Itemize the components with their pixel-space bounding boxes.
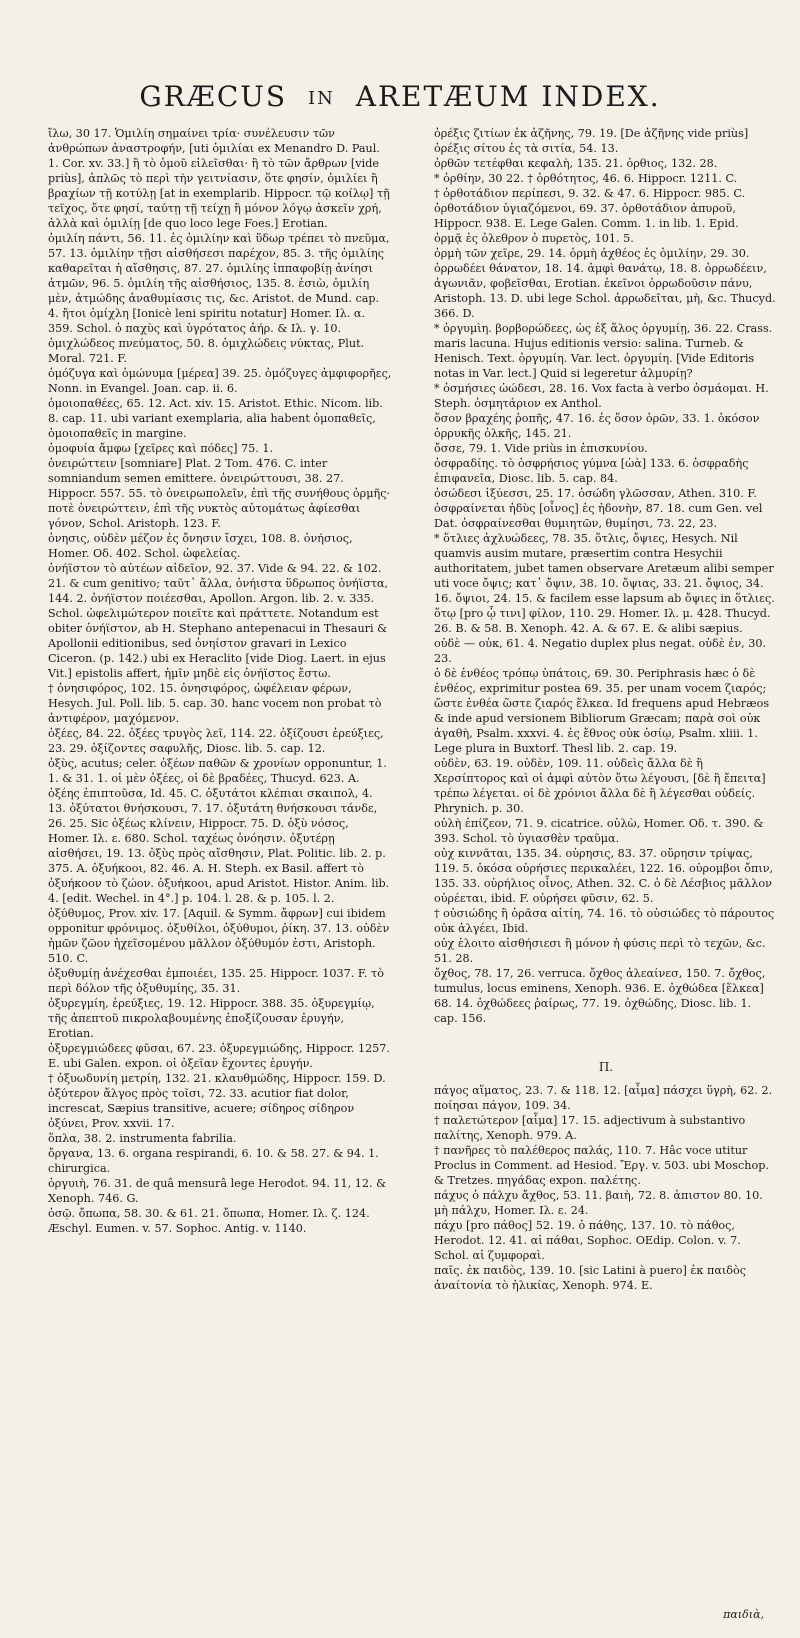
page-title <box>0 80 800 113</box>
index-entry: οὐδὲν, 63. 19. οὐδὲν, 109. 11. οὐδεὶς ἄλλα δὲ ἢ Χερσίπτορος καὶ οἱ ἀμφὶ αὐτὸν ὅτω λέγουσι, [δὲ ἢ ἔπειτα] τρέπω λέγεται. οἱ δὲ χρόνιοι ἄλλα δὲ ἢ λέγεσθαι οὐδείς. Phrynich. p. 30. <box>434 757 766 815</box>
index-entry: οὐχ κιννᾶται, 135. 34. οὐρησις, 83. 37. οὔρησιν τρίψας, 119. 5. ὁκόσα οὐρήσιες περικαλέει, 122. 16. οὐρομβοι ὄπιν, 135. 33. οὐρήλιος οἶνος, Athen. 32. C. ὁ δὲ Λέσβιος μᾶλλον οὐρέεται, ibid. F. οὐρήσει φῦσιν, 62. 5. <box>434 847 774 905</box>
index-entry: † ὀξυωδυνίη μετρίη, 132. 21. κλαυθμώδης, Hippocr. 159. D. <box>48 1072 386 1085</box>
index-entry: * ὀρθίην, 30 22. † ὀρθότητος, 46. 6. Hippocr. 1211. C. <box>434 172 738 185</box>
index-entry: ὀρέξις ζιτίων ἐκ ἀζῆνης, 79. 19. [De ἀζῆνης vide priùs] ὀρέξις σίτου ἐς τὰ σιτία, 54. 13. <box>434 127 749 155</box>
index-entry: ὀσφραίνεται ἡδὺς [οἶνος] ἐς ἡδονὴν, 87. 18. cum Gen. vel Dat. ὀσφραίνεσθαι θυμιητῶν, θυμίησι, 73. 22, 23. <box>434 502 763 530</box>
index-entry: ὀξὺς, acutus; celer. ὀξέων παθῶν & χρονίων opponuntur, 1. 1. & 31. 1. οἱ μὲν ὀξέες, οἱ δὲ βραδέες, Thucyd. 623. A. ὀξέης ἐπιπτοῦσα, Id. 45. C. ὀξυτάτοι κλέπιαι σκαιπολ, 4. 13. ὀξύτατοι θνήσκουσι, 7. 17. ὀξυτάτη θνήσκουσι τάνδε, 26. 25. Sic ὀξέως κλίνειν, Hippocr. 75. D. ὀξὺ νόσος, Homer. Ιλ. ε. 680. Schol. ταχέως ὀνόησιν. ὀξυτέρῃ αἰσθήσει, 19. 13. ὀξὺς πρὸς αἴσθησιν, Plat. Politic. lib. 2. p. 375. A. ὀξυήκοοι, 82. 46. A. H. Steph. ex Basil. affert τὸ ὀξυήκοον τὸ ζώον. ὀξυήκοοι, apud Aristot. Histor. Anim. lib. 4. [edit. Wechel. in 4°.] p. 104. l. 28. & p. 105. l. 2. <box>48 757 390 905</box>
index-entry: ὅτῳ [pro ᾧ τινι] φίλον, 110. 29. Homer. Ιλ. μ. 428. Thucyd. 26. B. & 58. B. Xenoph. 42. A. & 67. E. & alibi sæpius. <box>434 607 771 635</box>
title-part-1: GRÆCUS <box>139 80 288 113</box>
index-entry: ὁμοιοπαθέες, 65. 12. Act. xiv. 15. Aristot. Ethic. Nicom. lib. 8. cap. 11. ubi variant exemplaria, alia habent ὁμοπαθεῖς, ὁμοιοπαθεῖς in margine. <box>48 397 383 440</box>
index-entry: ὀξύτερον ἄλγος πρὸς τοῖσι, 72. 33. acutior fiat dolor, increscat, Sæpius transitive, acuere; σίδηρος σίδηρον ὀξύνει, Prov. xxvii. 17. <box>48 1087 355 1130</box>
index-entry: ὀσφραδίης. τὸ ὀσφρήσιος γύμνα [ὠὰ] 133. 6. ὀσφραδὴς ἐπιφανεῖα, Diosc. lib. 5. cap. 84. <box>434 457 749 485</box>
index-entry: ἴλω, 30 17. Ὁμιλίη σημαίνει τρία· συνέλευσιν τῶν ἀνθρώπων ἀναστροφήν, [uti ὁμιλίαι ex Menandro D. Paul. 1. Cor. xv. 33.] ἢ τὸ ὁμοῦ εἰλεῖσθαι· ἢ τὸ τῶν ἄρθρων [vide priùs], ἁπλῶς τὸ περὶ τὴν γειτνίασιν, ὅτε φησίν, ὁμιλίει ἢ βραχίων τῇ κοτύλῃ [at in exemplarib. Hippocr. τῷ κοίλῳ] τῇ τεῖχος, ὅτε φησί, ταύτῃ τῇ τείχῃ ἢ μόνον λόγῳ ἀσκεῖν χρή, ἀλλὰ καὶ ὁμιλίῃ [de quo loco lege Foes.] Erotian. <box>48 127 390 230</box>
index-entry: † οὐσιώδης ἢ ὁρᾶσα αἰτίη, 74. 16. τὸ οὐσιώδες τὸ πάρουτος οὐκ ἀλγέει, Ibid. <box>434 907 775 935</box>
index-entry: ὁμιλίη πάντι, 56. 11. ἐς ὁμιλίην καὶ ὕδωρ τρέπει τὸ πνεῦμα, 57. 13. ὁμιλίην τῇσι αἰσθήσεσι παρέχον, 85. 3. τῆς ὁμιλίης καθαρεῖται ἡ αἴσθησις, 87. 27. ὁμιλίης ἱππαφοβίῃ ἀνίησι ἀτμῶν, 96. 5. ὁμιλίη τῆς αἰσθήσιος, 135. 8. ἐσιὼ, ὁμιλίη μὲν, ἀτμώδης ἀναθυμίασις τις, &c. Aristot. de Mund. cap. 4. ἤτοι ὁμίχλη [Ionicè leni spiritu notatur] Homer. Ιλ. α. 359. Schol. ὁ παχὺς καὶ ὑγρότατος ἀήρ. & Ιλ. γ. 10. <box>48 232 390 335</box>
index-entry: ὀνησις, οὐδὲν μέζον ἐς ὄνησιν ἴσχει, 108. 8. ὀνήσιος, Homer. Οδ. 402. Schol. ὠφελείας. <box>48 532 353 560</box>
index-entry: ὀξυρεγμιώδεες φῦσαι, 67. 23. ὀξυρεγμιώδης, Hippocr. 1257. E. ubi Galen. expon. οἱ ὀξεῖαν ἔχοντες ἐρυγήν. <box>48 1042 390 1070</box>
index-entry: ὅπλα, 38. 2. instrumenta fabrilia. <box>48 1132 237 1145</box>
index-entry: οὐδὲ — οὐκ, 61. 4. Negatio duplex plus negat. οὐδὲ ἐν, 30. 23. <box>434 637 767 665</box>
index-entry: ὀρμὴ τῶν χεῖρε, 29. 14. ὀρμὴ ἀχθέος ἐς ὁμιλίην, 29. 30. <box>434 247 750 260</box>
index-entry: ὀξυρεγμίη, ἐρεύξιες, 19. 12. Hippocr. 388. 35. ὀξυρεγμίῳ, τῆς ἀπεπτοῦ πικρολαβουμένης ἐποξίζουσαν ἐρυγήν, Erotian. <box>48 997 375 1040</box>
index-entry: ὀξυθυμίῃ ἀνέχεσθαι ἐμποιέει, 135. 25. Hippocr. 1037. F. τὸ περὶ δόλον τῆς ὀξυθυμίης, 35. 31. <box>48 967 384 995</box>
index-entry: * ὅτλιες ἀχλυώδεες, 78. 35. ὅτλις, ὄψιες, Hesych. Nil quamvis ausim mutare, præsertim contra Hesychii authoritatem, jubet tamen observare Aretæum alibi semper uti voce ὄψις; κατ᾽ ὄψιν, 38. 10. ὄψιας, 33. 21. ὄψιος, 34. 16. ὄψιοι, 24. 15. & facilem esse lapsum ab ὄψιες in ὅτλιες. <box>434 532 775 605</box>
catchword: παιδιὰ, <box>723 1608 764 1621</box>
index-entry: * ὀργυμὶη. βορβορώδεες, ὡς ἐξ ἅλος ὀργυμίῃ, 36. 22. Crass. maris lacuna. Hujus editionis versio: salina. Turneb. & Henisch. Text. ὀργυμίη. Var. lect. ὀργυμίη. [Vide Editoris notas in Var. lect.] Quid si legeretur ἀλμυρίῃ? <box>434 322 773 380</box>
index-entry: ὀνειρώττειν [somniare] Plat. 2 Tom. 476. C. inter somniandum semen emittere. ὀνειρώττουσι, 38. 27. Hippocr. 557. 55. τὸ ὀνειρωπολεῖν, ἐπὶ τῆς συνήθους ὀρμῆς· ποτὲ ὀνειρώττειν, ἐπὶ τῆς νυκτὸς αὐτομάτως ἀφίεσθαι γόνον, Schol. Aristoph. 123. F. <box>48 457 391 530</box>
index-entry: ὁμιχλώδεος πνεύματος, 50. 8. ὁμιχλώδεις νύκτας, Plut. Moral. 721. F. <box>48 337 365 365</box>
index-entry: † ὀνησιφόρος, 102. 15. ὀνησιφόρος, ὠφέλειαν φέρων, Hesych. Jul. Poll. lib. 5. cap. 30. hanc vocem non probat τὸ ἀντιφέρον, μαχόμενον. <box>48 682 382 725</box>
index-entry: ὀσῷ. ὄπωπα, 58. 30. & 61. 21. ὄπωπα, Homer. Ιλ. ζ. 124. Æschyl. Eumen. v. 57. Sophoc. Antig. v. 1140. <box>48 1207 370 1235</box>
index-entry: * ὀσμήσιες ὠώδεσι, 28. 16. Vox facta à verbo ὀσμάομαι. H. Steph. ὀσμητάριον ex Anthol. <box>434 382 769 410</box>
index-entry: οὐλὴ ἐπίζεον, 71. 9. cicatrice. οὐλὼ, Homer. Οδ. τ. 390. & 393. Schol. τὸ ὑγιασθὲν τραῦμα. <box>434 817 764 845</box>
index-entry: ὀρθῶν τετέφθαι κεφαλὴ, 135. 21. ὀρθιος, 132. 28. <box>434 157 718 170</box>
index-entry: ὄσσε, 79. 1. Vide priùs in ἐπισκυνίου. <box>434 442 648 455</box>
index-entry: ὄργανα, 13. 6. organa respirandi, 6. 10. & 58. 27. & 94. 1. chirurgica. <box>48 1147 379 1175</box>
index-entry: ὀνήϊστον τὸ αὐτέων αἰδεῖον, 92. 37. Vide & 94. 22. & 102. 21. & cum genitivo; ταῦτ᾽ ἄλλα, ὀνήιστα ὕδρωπος ὀνήϊστα, 144. 2. ὀνήϊστον ποιέεσθαι, Apollon. Argon. lib. 2. v. 335. Schol. ὠφελιμώτερον ποιεῖτε καὶ πράττετε. Notandum est obiter ὀνήϊστον, ab H. Stephano antepenacui in Thesauri & Apollonii editionibus, sed ὀνηίστον gravari in Lexico Ciceron. (p. 142.) ubi ex Heraclito [vide Diog. Laert. in ejus Vit.] epistolis affert, ἡμῖν μηδὲ εἰς ὀνήϊστος ἔστω. <box>48 562 389 680</box>
index-entry: πάχυ [pro πάθος] 52. 19. ὁ πάθης, 137. 10. τὸ πάθος, Herodot. 12. 41. αἱ πάθαι, Sophoc. OEdip. Colon. v. 7. Schol. αἱ ζυμφοραὶ. <box>434 1219 741 1262</box>
section-heading: Π. <box>598 1060 614 1074</box>
index-entry: ὁ δὲ ἐνθέος τρόπῳ ὑπάτοις, 69. 30. Periphrasis hæc ὁ δὲ ἐνθέος, exprimitur postea 69. 35. per unam vocem ζιαρός; ὥστε ἐνθέα ὥστε ζιαρός ἕλκεα. Id frequens apud Hebræos & inde apud versionem Bibliorum Græcam; παρὰ σοὶ οὐκ ἀγαθὴ, Psalm. xxxvi. 4. ἐς ἔθνος οὐκ ὁσίῳ, Psalm. xliii. 1. Lege plura in Buxtorf. Thesl lib. 2. cap. 19. <box>434 667 770 755</box>
index-entry: ὀξύθυμος, Prov. xiv. 17. [Aquil. & Symm. ἄφρων] cui ibidem opponitur φρόνιμος. ὀξυθίλοι, ὀξύθυμοι, ῥίκη. 37. 13. οὐδὲν ἡμῶν ζῶον ἡχεῖσομένου μᾶλλον ὀξύθυμόν ἐστι, Aristoph. 510. C. <box>48 907 390 965</box>
index-entry: πάγος αἵματος, 23. 7. & 118. 12. [αἷμα] πάσχει ὕγρὴ, 62. 2. ποίησαι πάγον, 109. 34. <box>434 1084 773 1112</box>
index-entry: † ὀρθοτάδιον περίπεσι, 9. 32. & 47. 6. Hippocr. 985. C. ὀρθοτάδιον ὑγιαζόμενοι, 69. 37. ὀρθοτάδιον ἀπυροῦ, Hippocr. 938. E. Lege Galen. Comm. 1. in lib. 1. Epid. <box>434 187 746 230</box>
right-column <box>434 126 778 1293</box>
title-part-3: ARETÆUM INDEX. <box>355 80 661 113</box>
index-entry: ὀξέες, 84. 22. ὀξέες τρυγὸς λεῖ, 114. 22. ὀξίζουσι ἐρεύξιες, 23. 29. ὀξίζοντες σαφυλῆς, Diosc. lib. 5. cap. 12. <box>48 727 384 755</box>
index-entry: † πανῆρες τὸ παλέθερος παλάς, 110. 7. Hâc voce utitur Proclus in Comment. ad Hesiod. Ἔργ. v. 503. ubi Moschop. & Tretzes. πηγάδας expon. παλέτης. <box>434 1144 769 1187</box>
index-entry: ὀρμᾷ ἐς ὀλεθρον ὁ πυρετὸς, 101. 5. <box>434 232 634 245</box>
index-entry: ὀργυιὴ, 76. 31. de quâ mensurâ lege Herodot. 94. 11, 12. & Xenoph. 746. G. <box>48 1177 387 1205</box>
index-entry: πάχυς ὁ πάλχυ ἄχθος, 53. 11. βαιὴ, 72. 8. ἀπιστον 80. 10. μὴ πάλχυ, Homer. Ιλ. ε. 24. <box>434 1189 763 1217</box>
left-column <box>48 126 392 1236</box>
index-entry: ὁμοφυία ἄμφω [χεῖρες καὶ πόδες] 75. 1. <box>48 442 274 455</box>
index-entry: παῖς. ἐκ παιδὸς, 139. 10. [sic Latini à puero] ἐκ παιδὸς ἀναίτονία τὸ ἡλικίας, Xenoph. 974. E. <box>434 1264 746 1292</box>
title-part-2: IN <box>307 88 335 109</box>
index-entry: οὐχ ἑλοιτο αἰσθήσιεσι ἢ μόνον ἡ φύσις περὶ τὸ τεχῶν, &c. 51. 28. <box>434 937 766 965</box>
index-entry: ὁμόζυγα καὶ ὁμώνυμα [μέρεα] 39. 25. ὁμόζυγες ἀμφιφορῆες, Nonn. in Evangel. Joan. cap. ii. 6. <box>48 367 392 395</box>
index-entry: ὀσώδεσι ἰξύεσσι, 25. 17. ὀσώδη γλῶσσαν, Athen. 310. F. <box>434 487 757 500</box>
index-entry: ὀρρωδέει θάνατον, 18. 14. ἀμφὶ θανάτῳ, 18. 8. ὀρρωδέειν, ἀγωνιᾶν, φοβεῖσθαι, Erotian. ἐκεῖνοι ὀρρωδοῦσιν πάνυ, Aristoph. 13. D. ubi lege Schol. ἀρρωδεῖται, μὴ, &c. Thucyd. 366. D. <box>434 262 776 320</box>
index-entry: ὄχθος, 78. 17, 26. verruca. ὄχθος ἀλεαίνεσ, 150. 7. ὄχθος, tumulus, locus eminens, Xenoph. 936. E. ὀχθώδεα [ἕλκεα] 68. 14. ὀχθώδεες ῥαίρως, 77. 19. ὀχθώδης, Diosc. lib. 1. cap. 156. <box>434 967 766 1025</box>
index-entry: ὅσον βραχέης ῥοπῆς, 47. 16. ἐς ὅσον ὁρῶν, 33. 1. ὁκόσον ὁρρυκῆς ὀλκῆς, 145. 21. <box>434 412 760 440</box>
index-entry: † παλετώτερον [αἷμα] 17. 15. adjectivum à substantivo παλίτης, Xenoph. 979. A. <box>434 1114 746 1142</box>
